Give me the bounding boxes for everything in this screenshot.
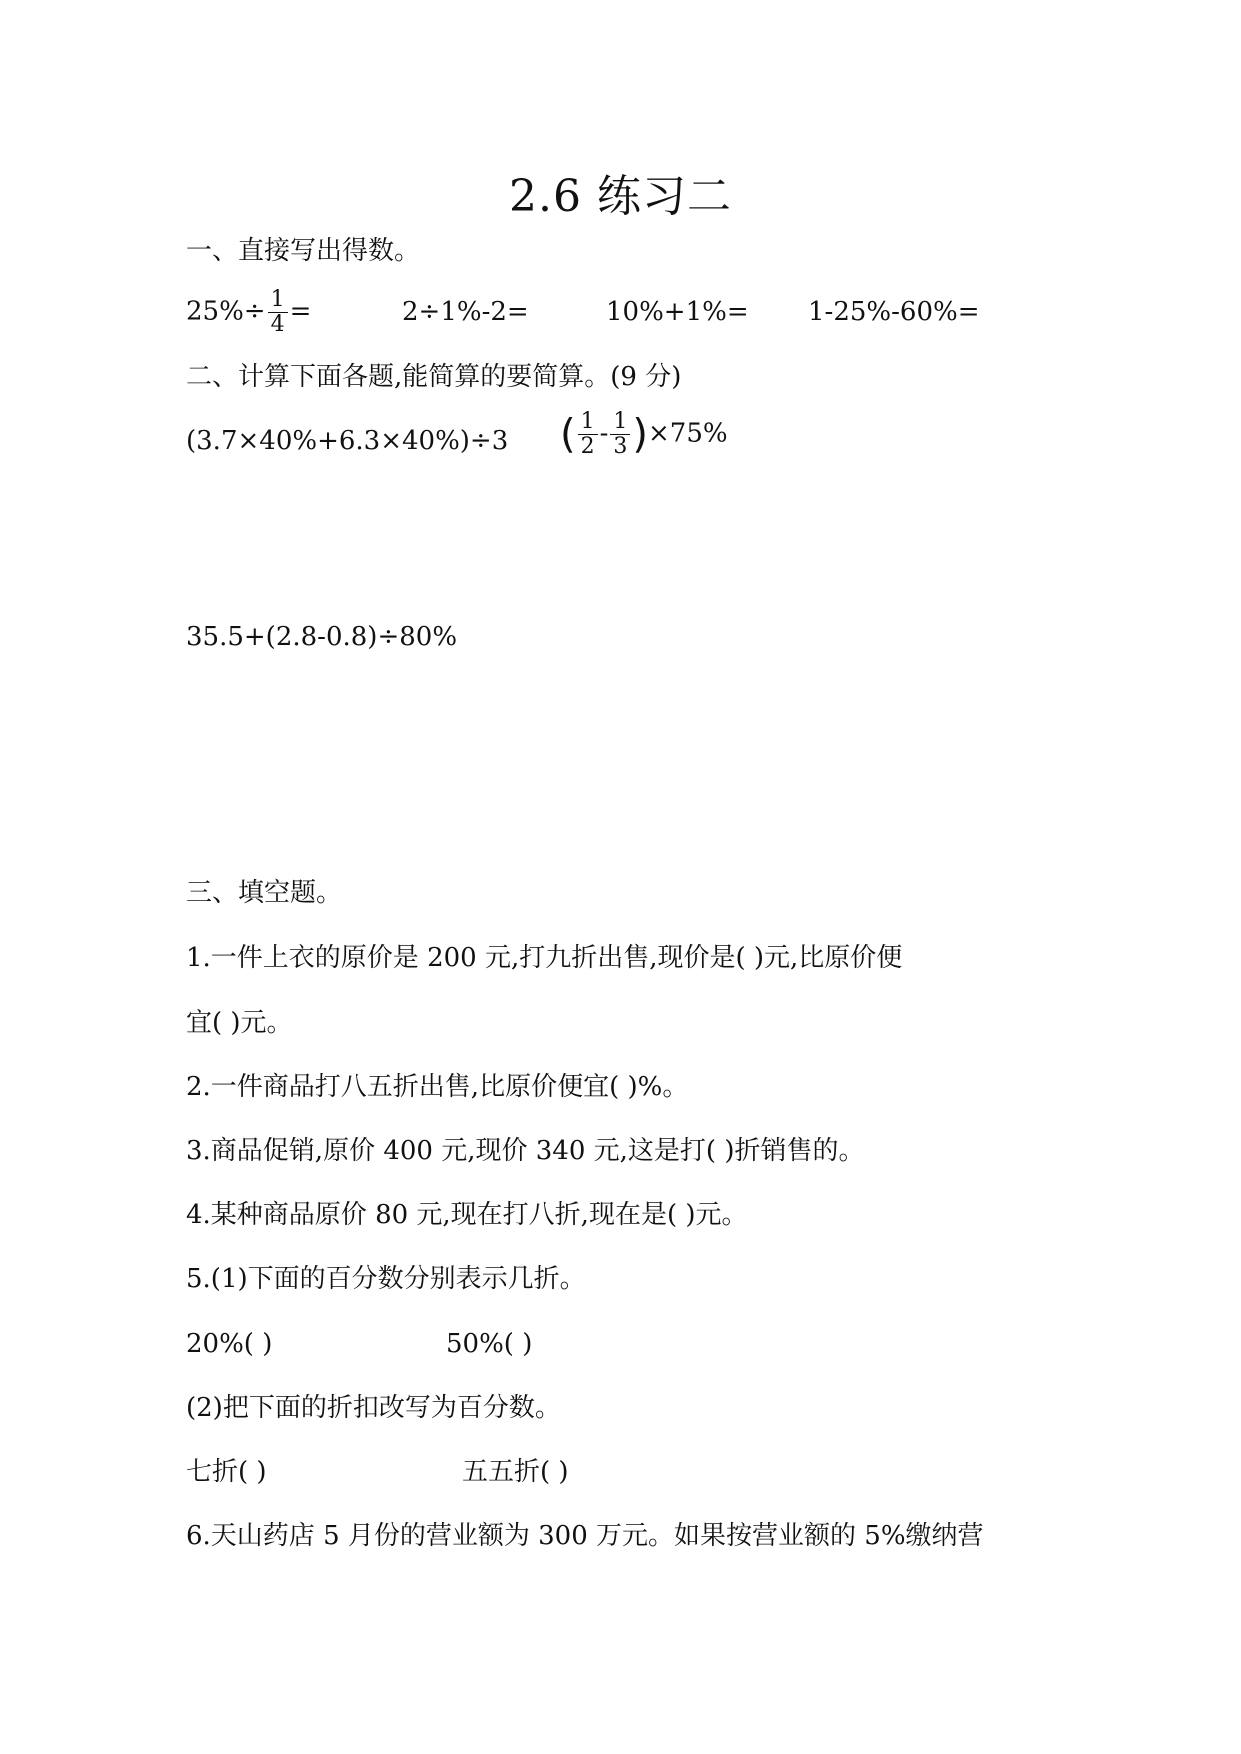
fill-question-6-line-1: 6.天山药店 5 月份的营业额为 300 万元。如果按营业额的 5%缴纳营 [186,1521,984,1551]
fraction-numerator: 1 [610,410,630,435]
section1-question-1 [186,288,311,337]
section2-expression-1: (3.7×40%+6.3×40%)÷3 [186,426,509,456]
section1-question-2: 2÷1%-2= [402,297,529,327]
section1-heading: 一、直接写出得数。 [186,236,421,266]
section1-question-3: 10%+1%= [606,297,749,327]
section2-heading: 二、计算下面各题,能简算的要简算。(9 分) [186,362,682,392]
section1-question-4: 1-25%-60%= [808,297,980,327]
fraction-numerator: 1 [268,288,288,313]
fraction-numerator: 1 [578,410,598,435]
section2-expression-3: 35.5+(2.8-0.8)÷80% [186,622,458,652]
fill-question-2: 2.一件商品打八五折出售,比原价便宜( )%。 [186,1072,689,1102]
q1-suffix: = [289,296,312,327]
fraction-denominator: 4 [270,312,285,337]
fill-question-5-item-50: 50%( ) [446,1329,533,1359]
fraction-one-quarter [268,288,288,337]
fill-question-5-part-2: (2)把下面的折扣改写为百分数。 [186,1393,561,1423]
fill-question-5-item-20: 20%( ) [186,1329,273,1359]
right-paren: ) [632,411,649,458]
fraction-denominator: 3 [613,434,628,459]
e2-suffix: ×75% [648,418,728,449]
fill-question-5-item-qizhe: 七折( ) [186,1457,267,1487]
fraction-one-third [610,410,630,459]
page-title: 2.6 练习二 [509,171,732,222]
fill-question-5-part-1: 5.(1)下面的百分数分别表示几折。 [186,1264,586,1294]
minus-sign: - [599,418,609,449]
fill-question-1-line-1: 1.一件上衣的原价是 200 元,打九折出售,现价是( )元,比原价便 [186,943,903,973]
fraction-one-half [578,410,598,459]
fill-question-4: 4.某种商品原价 80 元,现在打八折,现在是( )元。 [186,1200,748,1230]
fill-question-3: 3.商品促销,原价 400 元,现价 340 元,这是打( )折销售的。 [186,1136,865,1166]
section3-heading: 三、填空题。 [186,878,343,908]
section2-expression-2 [560,410,728,459]
q1-prefix: 25%÷ [186,296,266,327]
fill-question-5-item-wuwuzhe: 五五折( ) [462,1457,569,1487]
left-paren: ( [560,411,576,458]
fraction-denominator: 2 [580,434,595,459]
fill-question-1-line-2: 宜( )元。 [186,1008,293,1038]
